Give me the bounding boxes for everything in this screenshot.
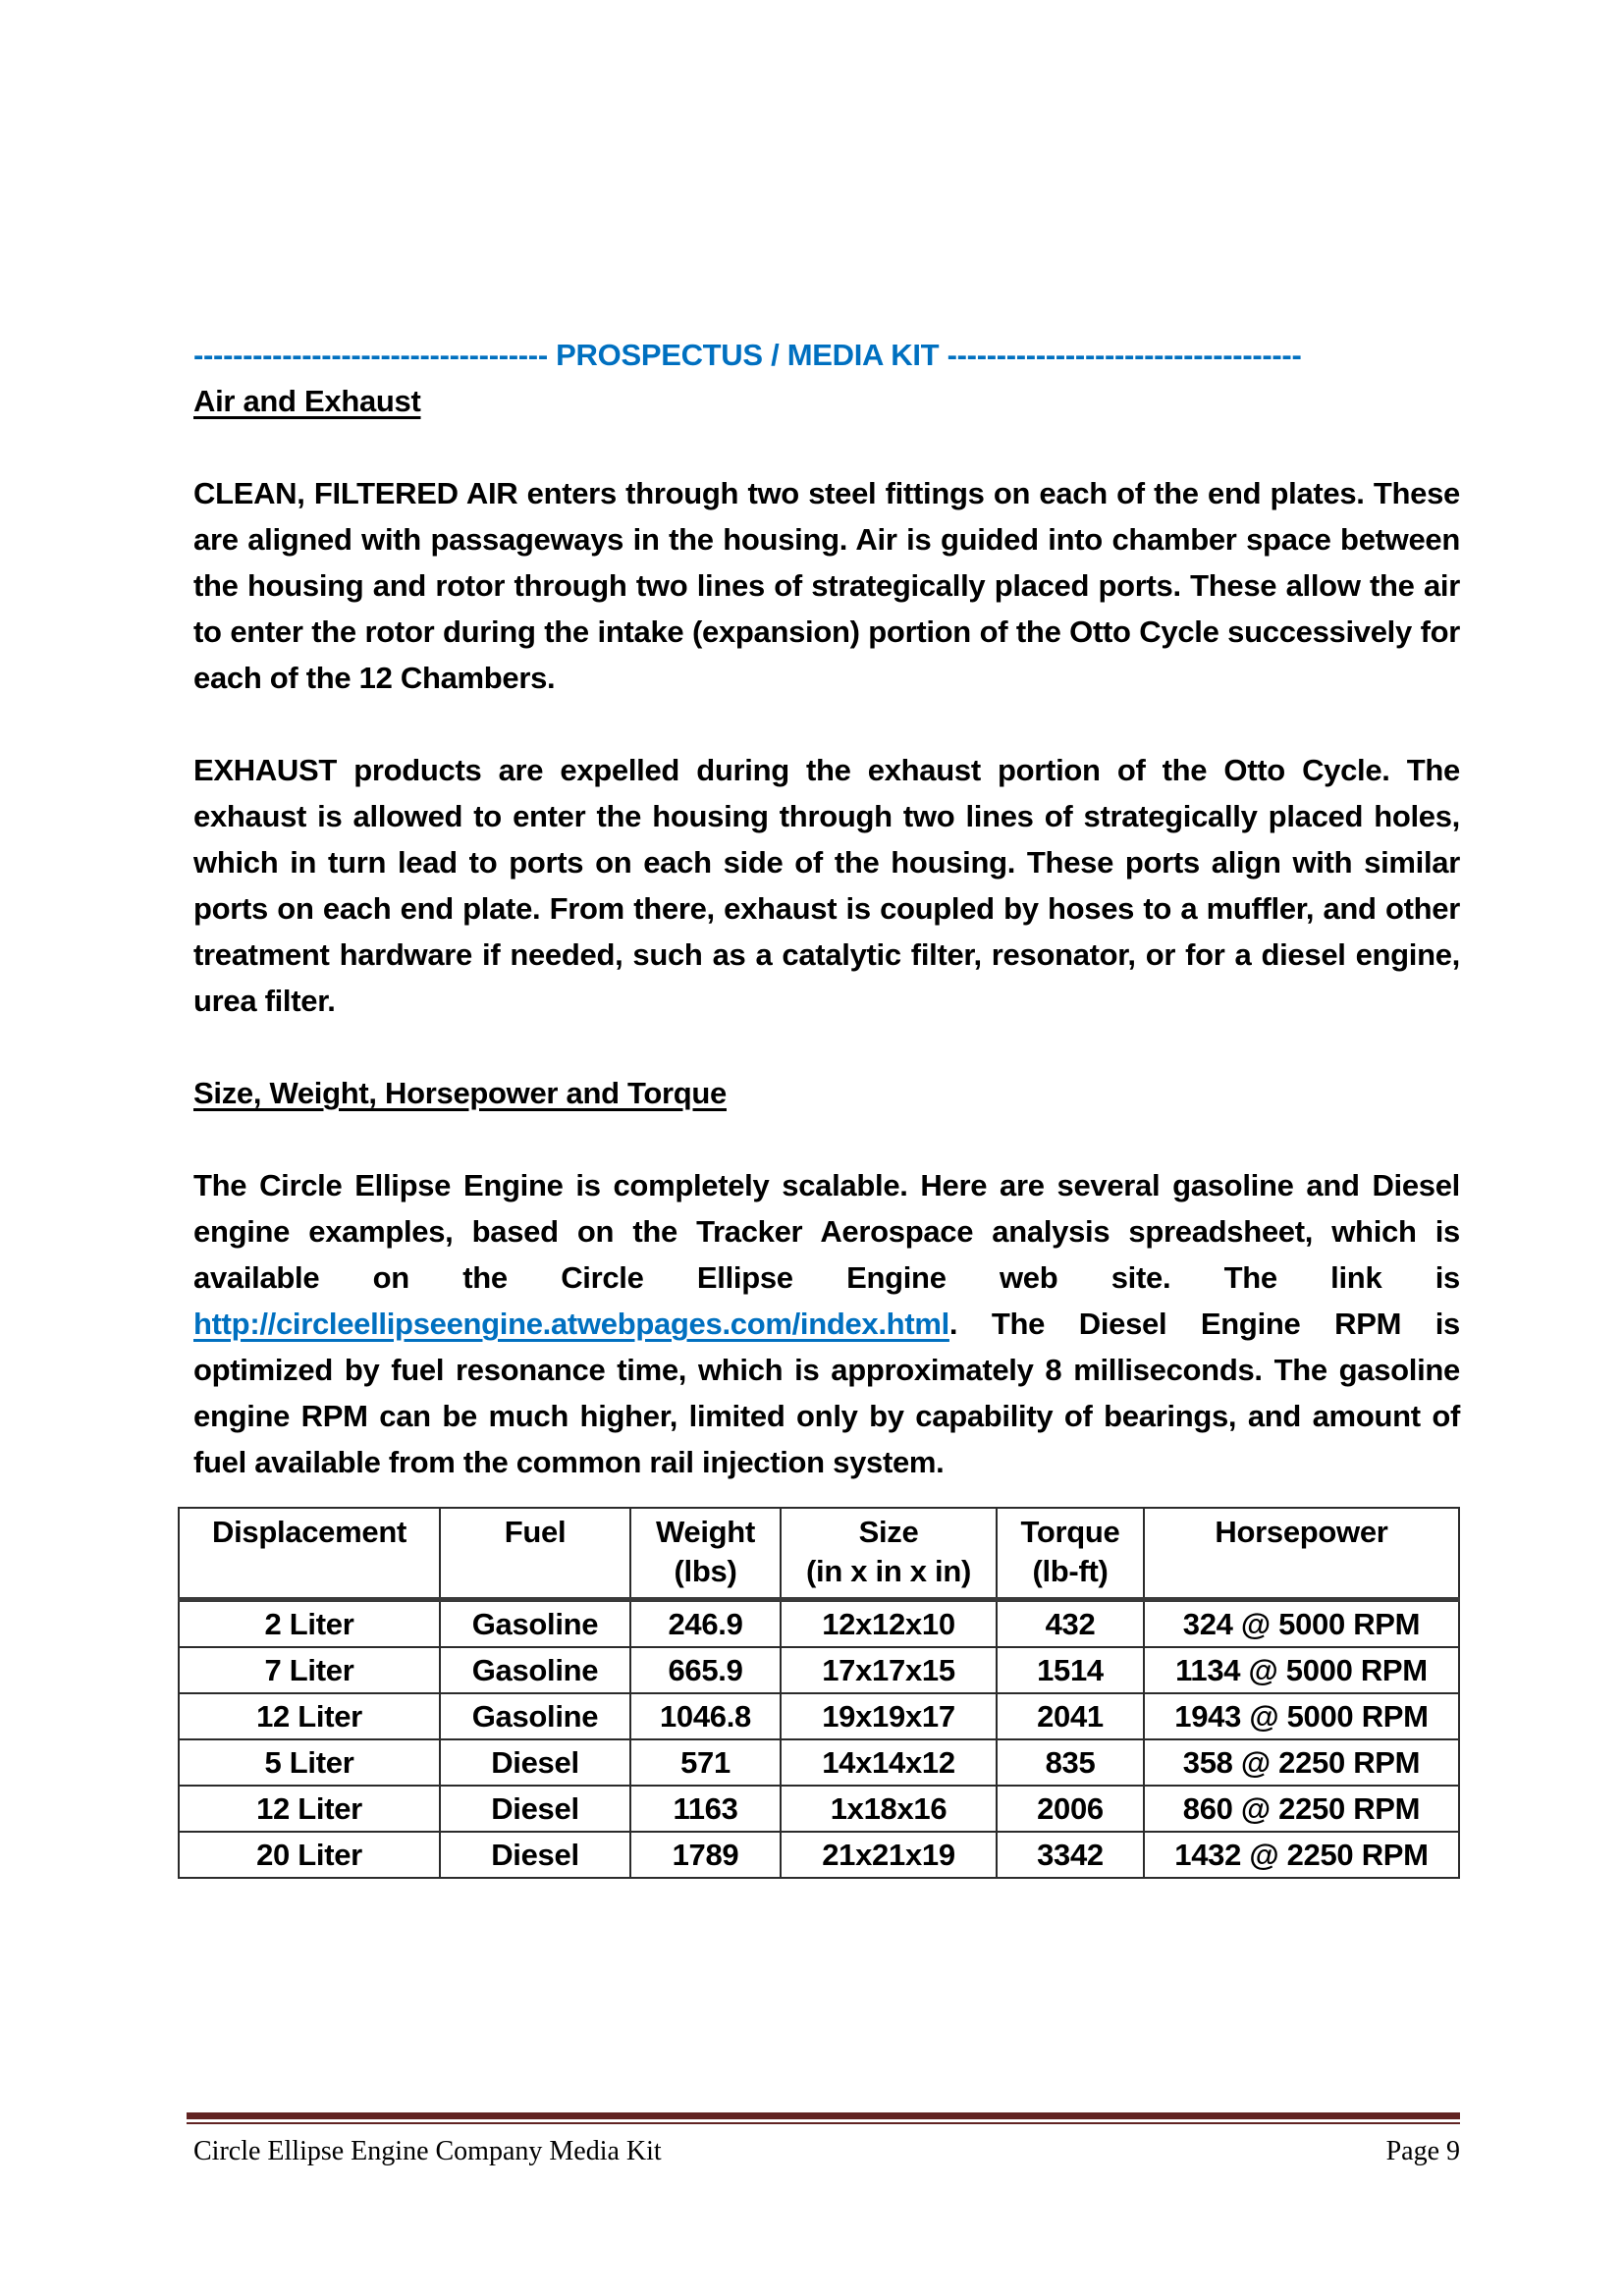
- column-header-label: Displacement: [212, 1515, 406, 1549]
- table-cell: 860 @ 2250 RPM: [1144, 1786, 1459, 1832]
- page-footer: [187, 2112, 1460, 2168]
- table-cell: 1x18x16: [781, 1786, 997, 1832]
- table-cell: Diesel: [440, 1739, 630, 1786]
- column-header: [781, 1508, 997, 1600]
- table-row: [179, 1832, 1459, 1878]
- title-dashes-left: ------------------------------------: [193, 338, 548, 372]
- footer-page-number: Page 9: [1385, 2136, 1460, 2166]
- table-cell: Gasoline: [440, 1693, 630, 1739]
- table-cell: 1789: [630, 1832, 781, 1878]
- paragraph-scalable-after-link: . The Diesel Engine RPM is optimized by fuel resonance time, which is approximately 8 milliseconds. The gasoline engine RPM can be much higher, limited only by capability of bearings, and amount of fuel available from the common rail injection system.: [193, 1307, 1460, 1479]
- column-header-unit: (in x in x in): [805, 1554, 972, 1588]
- footer-rule-thin: [187, 2122, 1460, 2124]
- table-cell: 1432 @ 2250 RPM: [1144, 1832, 1459, 1878]
- table-cell: Gasoline: [440, 1647, 630, 1693]
- document-content: [193, 332, 1460, 1879]
- table-cell: Diesel: [440, 1832, 630, 1878]
- table-cell: 2041: [997, 1693, 1144, 1739]
- table-cell: 665.9: [630, 1647, 781, 1693]
- column-header: [179, 1508, 440, 1600]
- table-cell: Gasoline: [440, 1600, 630, 1648]
- prospectus-title: PROSPECTUS / MEDIA KIT: [556, 338, 940, 372]
- table-row: [179, 1647, 1459, 1693]
- table-cell: 571: [630, 1739, 781, 1786]
- table-header-row: [179, 1508, 1459, 1600]
- title-dashes-right: ------------------------------------: [947, 338, 1302, 372]
- table-cell: 246.9: [630, 1600, 781, 1648]
- table-cell: 19x19x17: [781, 1693, 997, 1739]
- paragraph-clean-air: CLEAN, FILTERED AIR enters through two steel fittings on each of the end plates. These are aligned with passageways in the housing. Air is guided into chamber space between the housing and rotor through two lines of strategically placed ports. These allow the air to enter the rotor during the intake (expansion) portion of the Otto Cycle successively for each of the 12 Chambers.: [193, 476, 1460, 695]
- prospectus-title-line: [193, 332, 1460, 378]
- table-cell: 1514: [997, 1647, 1144, 1693]
- table-cell: 3342: [997, 1832, 1144, 1878]
- paragraph-scalable-before-link: The Circle Ellipse Engine is completely scalable. Here are several gasoline and Diesel engine examples, based on the Tracker Aerospace analysis spreadsheet, which is available on the Circle Ellipse Engine web site. The link is: [193, 1168, 1460, 1295]
- column-header: [1144, 1508, 1459, 1600]
- column-header-label: Horsepower: [1215, 1515, 1388, 1549]
- table-cell: 835: [997, 1739, 1144, 1786]
- footer-rule-thick: [187, 2112, 1460, 2119]
- table-cell: 324 @ 5000 RPM: [1144, 1600, 1459, 1648]
- table-row: [179, 1600, 1459, 1648]
- column-header: [440, 1508, 630, 1600]
- table-row: [179, 1739, 1459, 1786]
- table-cell: 358 @ 2250 RPM: [1144, 1739, 1459, 1786]
- table-cell: 1943 @ 5000 RPM: [1144, 1693, 1459, 1739]
- table-cell: 5 Liter: [179, 1739, 440, 1786]
- column-header: [630, 1508, 781, 1600]
- heading-air-and-exhaust: Air and Exhaust: [193, 384, 421, 418]
- table-cell: 1134 @ 5000 RPM: [1144, 1647, 1459, 1693]
- column-header-label: Weight: [656, 1515, 755, 1549]
- column-header-label: Fuel: [504, 1515, 567, 1549]
- table-cell: 20 Liter: [179, 1832, 440, 1878]
- table-cell: 12 Liter: [179, 1693, 440, 1739]
- table-cell: 14x14x12: [781, 1739, 997, 1786]
- table-cell: 21x21x19: [781, 1832, 997, 1878]
- table-row: [179, 1786, 1459, 1832]
- engine-spec-table-header: [179, 1508, 1459, 1600]
- table-cell: Diesel: [440, 1786, 630, 1832]
- footer-document-title: Circle Ellipse Engine Company Media Kit: [193, 2136, 662, 2166]
- engine-spec-table: [178, 1507, 1460, 1879]
- table-cell: 2 Liter: [179, 1600, 440, 1648]
- table-cell: 2006: [997, 1786, 1144, 1832]
- table-cell: 1163: [630, 1786, 781, 1832]
- table-cell: 17x17x15: [781, 1647, 997, 1693]
- table-row: [179, 1693, 1459, 1739]
- table-cell: 7 Liter: [179, 1647, 440, 1693]
- engine-spec-table-body: [179, 1600, 1459, 1879]
- column-header-label: Torque: [1020, 1515, 1120, 1549]
- heading-size-weight-horsepower-torque: Size, Weight, Horsepower and Torque: [193, 1076, 727, 1110]
- column-header-unit: (lb-ft): [1032, 1554, 1109, 1588]
- website-link[interactable]: http://circleellipseengine.atwebpages.com/index.html: [193, 1307, 949, 1341]
- column-header-unit: (lbs): [674, 1554, 737, 1588]
- table-cell: 12 Liter: [179, 1786, 440, 1832]
- column-header: [997, 1508, 1144, 1600]
- paragraph-scalable: [193, 1162, 1460, 1485]
- table-cell: 12x12x10: [781, 1600, 997, 1648]
- paragraph-exhaust: EXHAUST products are expelled during the exhaust portion of the Otto Cycle. The exhaust is allowed to enter the housing through two lines of strategically placed holes, which in turn lead to ports on each side of the housing. These ports align with similar ports on each end plate. From there, exhaust is coupled by hoses to a muffler, and other treatment hardware if needed, such as a catalytic filter, resonator, or for a diesel engine, urea filter.: [193, 753, 1460, 1018]
- table-cell: 1046.8: [630, 1693, 781, 1739]
- table-cell: 432: [997, 1600, 1144, 1648]
- column-header-label: Size: [858, 1515, 919, 1549]
